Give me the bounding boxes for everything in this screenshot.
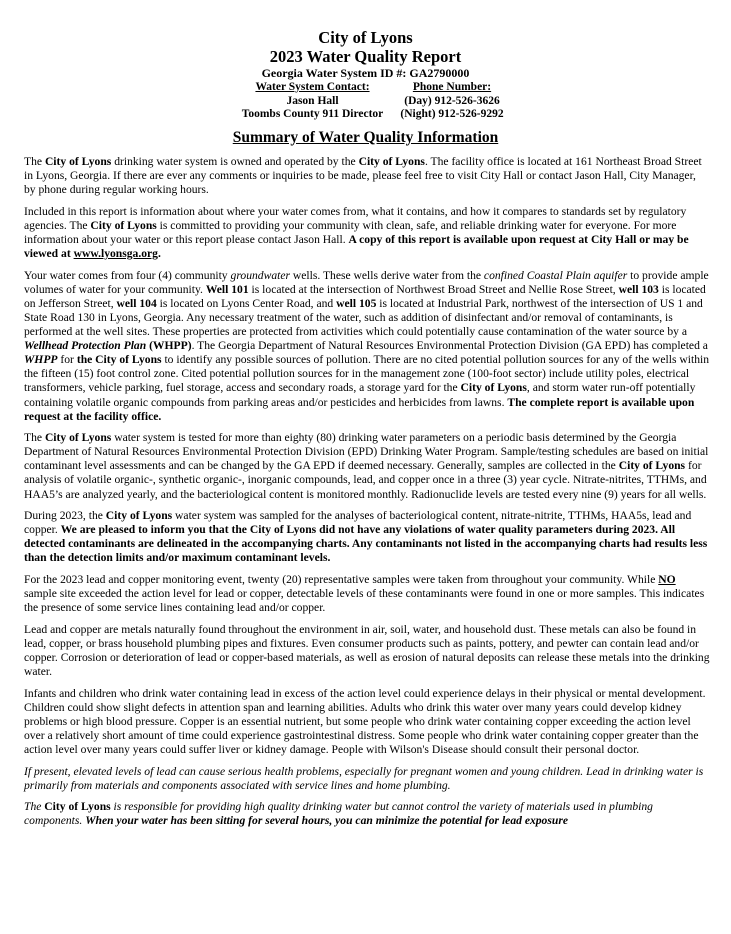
bold-run: City of Lyons xyxy=(618,459,686,473)
bold-run: Well 101 xyxy=(205,282,249,296)
paragraph-lead-copper-monitoring xyxy=(24,573,710,615)
paragraph-responsibility xyxy=(24,800,710,828)
bold-italic-run: Wellhead Protection Plan xyxy=(24,339,147,353)
bold-run: the City of Lyons xyxy=(76,353,162,367)
text-run: is located on Lyons Center Road, and xyxy=(156,296,337,310)
bold-run: City of Lyons xyxy=(358,155,425,168)
bold-italic-run: WHPP xyxy=(24,353,58,367)
text-run: For the 2023 lead and copper monitoring event, twenty (20) representative samples were taken from throughout your community. While xyxy=(24,573,659,587)
text-run: Included in this report is information about where your water comes from, what it contains, and how it compares to standards set by regulatory agencies. The xyxy=(24,204,687,232)
text-run: to provide ample volumes of water for your community. xyxy=(24,268,709,296)
city-name: City of Lyons xyxy=(318,28,413,47)
text-run: drinking water system is owned and operated by the xyxy=(111,155,359,168)
italic-run: If present, elevated levels of lead can cause serious health problems, especially for pregnant women and young children. Lead in drinking water is primarily from materials and components associated with service lines and home plumbing. xyxy=(24,764,704,792)
paragraph-lead-warning xyxy=(24,765,710,793)
bold-run: City of Lyons xyxy=(460,381,527,395)
phone-label: Phone Number: xyxy=(412,81,492,93)
bold-run: We are pleased to inform you that the City of Lyons did not have any violations of water quality parameters during 2023. All detected contaminants are delineated in the accompanying charts. Any contaminants not listed in the accompanying charts had results less than the detection limits and/or maximum contaminant levels. xyxy=(24,523,708,565)
italic-run: groundwater xyxy=(230,268,290,282)
contact-block xyxy=(0,81,731,122)
text-run: is located at the intersection of Northwest Broad Street and Nellie Rose Street, xyxy=(248,282,619,296)
bold-run: City of Lyons xyxy=(105,509,173,523)
paragraph-testing xyxy=(24,431,710,501)
text-run: During 2023, the xyxy=(24,509,106,523)
text-run: is committed to providing your community with clean, safe, and reliable drinking water for everyone. For more information about your water or this report please contact Jason Hall. xyxy=(24,218,677,246)
paragraph-health-effects xyxy=(24,687,710,757)
text-run: for xyxy=(57,353,77,367)
italic-run: confined Coastal Plain aquifer xyxy=(483,268,628,282)
bold-italic-run: When your water has been sitting for several hours, you can minimize the potential for lead exposure xyxy=(85,814,568,828)
phone-day: (Day) 912-526-3626 xyxy=(404,94,500,107)
contact-name: Jason Hall xyxy=(286,94,339,107)
text-run: wells. These wells derive water from the xyxy=(290,268,484,282)
contact-911: Toombs County 911 Director xyxy=(241,108,384,120)
italic-run: is responsible for providing high quality drinking water but cannot control the variety of materials used in plumbing components. xyxy=(24,800,653,828)
paragraph-water-source xyxy=(24,269,710,424)
bold-run: . xyxy=(157,247,161,261)
paragraph-2023-results xyxy=(24,509,710,565)
bold-run: City of Lyons xyxy=(44,155,112,168)
summary-heading: Summary of Water Quality Information xyxy=(232,129,499,146)
text-run: is located at Industrial Park, northwest of the intersection of US 1 and State Road 130 in Lyons, Georgia. Any necessary treatment of the water, such as addition of disinfectant and/or removal of contaminants, is performed at the well sites. These properties are protected from activities which could potentially cause contamination of the water source by a xyxy=(24,296,703,339)
text-run: The xyxy=(24,155,45,168)
bold-run: A copy of this report is available upon request at City Hall or may be viewed at xyxy=(24,232,689,261)
text-run: . The facility office is located at 161 Northeast Broad Street in Lyons, Georgia. If there are ever any comments or inquiries to be made, please feel free to visit City Hall or contact Jason Hall, City Manager, by phone during regular working hours. xyxy=(24,155,702,197)
text-run: The xyxy=(24,431,45,445)
bold-run: The complete report is available upon request at the facility office. xyxy=(24,395,695,423)
italic-run: The xyxy=(24,800,45,814)
text-run: sample site exceeded the action level for lead or copper, detectable levels of these contaminants were found in one or more samples. This indicates the presence of some service lines containing lead and/or copper. xyxy=(24,587,705,615)
text-run: . The Georgia Department of Natural Resources Environmental Protection Division (GA EPD) has completed a xyxy=(191,339,708,353)
bold-run: City of Lyons xyxy=(90,218,157,232)
text-run: , and storm water run-off potentially containing volatile organic compounds from parking areas and/or pesticides and herbicides from lawns. xyxy=(24,381,696,409)
bold-run: well 103 xyxy=(618,282,659,296)
bold-run: City of Lyons xyxy=(44,800,111,814)
system-id: Georgia Water System ID #: GA2790000 xyxy=(261,66,470,80)
bold-run: (WHPP) xyxy=(146,339,192,353)
phone-night: (Night) 912-526-9292 xyxy=(400,108,504,120)
contact-label: Water System Contact: xyxy=(255,81,370,93)
text-run: is located on Jefferson Street, xyxy=(24,282,706,310)
bold-run: City of Lyons xyxy=(44,431,112,445)
paragraph-ownership xyxy=(24,155,710,197)
text-run: to identify any possible sources of pollution. There are no cited potential pollution sources for any of the wells within the fifteen (15) foot control zone. Cited potential pollution sources for in the management zone (100-foot sector) include utility poles, electrical transformers, vehicle parking, fuel storage, access and secondary roads, a storage yard for the xyxy=(24,353,710,395)
text-run: for analysis of volatile organic-, synthetic organic-, inorganic compounds, lead, and copper once in a three (3) year cycle. Nitrate-nitrites, TTHMs, and HAA5’s are analyzed yearly, and the bacteriological content is monitored monthly. Radionuclide levels are tested every nine (9) years for all wells. xyxy=(24,459,707,501)
text-run: water system is tested for more than eighty (80) drinking water parameters on a periodic basis determined by the Georgia Department of Natural Resources Environmental Protection Division (EPD) Drinking Water Program. Sample/testing schedules are based on initial contaminant level assessments and can be changed by the GA EPD if deemed necessary. Generally, samples are collected in the xyxy=(24,431,709,473)
underlined-run: NO xyxy=(658,573,676,587)
bold-run: well 105 xyxy=(336,296,377,310)
website-link[interactable]: www.lyonsga.org xyxy=(73,247,158,261)
report-body xyxy=(24,155,710,836)
text-run: Your water comes from four (4) community xyxy=(24,268,231,282)
text-run: water system was sampled for the analyses of bacteriological content, nitrate-nitrite, TTHMs, HAA5s, lead and copper. xyxy=(24,509,692,537)
paragraph-lead-copper-sources xyxy=(24,623,710,679)
bold-run: well 104 xyxy=(116,296,157,310)
paragraph-report-info xyxy=(24,205,710,261)
report-title: 2023 Water Quality Report xyxy=(269,47,462,66)
text-run: Infants and children who drink water containing lead in excess of the action level could experience delays in their physical or mental development. Children could show slight defects in attention span and learning abilities. Adults who drink this water over many years could develop kidney problems or high blood pressure. Copper is an essential nutrient, but some people who drink water containing copper exceeding the action level over a relatively short amount of time could experience gastrointestinal distress. Some people who drink water containing copper greater than the action level over many years could suffer liver or kidney damage. People with Wilson's Disease should consult their personal doctor. xyxy=(24,686,706,757)
text-run: Lead and copper are metals naturally found throughout the environment in air, soil, water, and household dust. These metals can also be found in lead, copper, or brass household plumbing pipes and fixtures. Even consumer products such as paints, pottery, and pewter can contain lead and/or copper. Corrosion or deterioration of lead or copper-based materials, as well as erosion of natural deposits can release these metals into the drinking water. xyxy=(24,622,710,679)
